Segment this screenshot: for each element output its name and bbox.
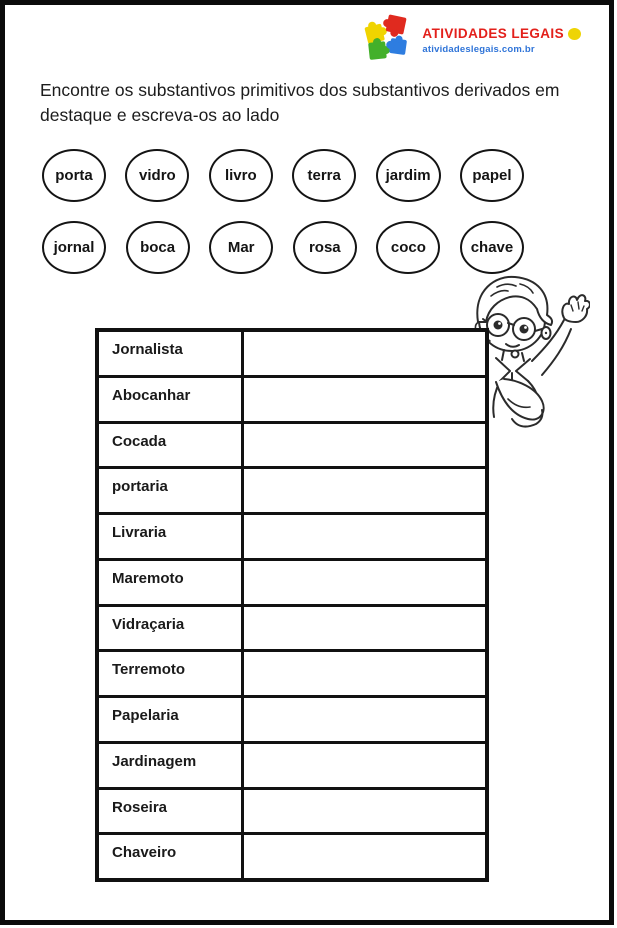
word-bubble: rosa [293,221,357,274]
derived-word-cell: Abocanhar [99,378,241,421]
word-bubble: porta [42,149,106,202]
derived-word-cell: Roseira [99,790,241,833]
word-bubble: coco [376,221,440,274]
word-bubble: terra [292,149,356,202]
derived-word-cell: Jardinagem [99,744,241,787]
answer-cell[interactable] [244,698,485,741]
word-bubble: vidro [125,149,189,202]
derived-word-cell: Vidraçaria [99,607,241,650]
word-bubble: livro [209,149,273,202]
derived-word-cell: Chaveiro [99,835,241,878]
word-bubble: chave [460,221,524,274]
answer-cell[interactable] [244,515,485,558]
word-bubble: papel [460,149,524,202]
derived-word-cell: Cocada [99,424,241,467]
derived-word-cell: Terremoto [99,652,241,695]
brand-dot-icon [568,28,581,40]
answer-cell[interactable] [244,332,485,375]
derived-word-cell: Papelaria [99,698,241,741]
word-bubble: boca [126,221,190,274]
puzzle-pieces-icon [360,13,416,68]
answer-table [95,328,489,882]
word-bubble-row-1 [42,149,524,202]
answer-cell[interactable] [244,424,485,467]
worksheet-instructions: Encontre os substantivos primitivos dos substantivos derivados em destaque e escreva-os ao lado [40,80,560,126]
word-bubble: Mar [209,221,273,274]
word-bubble: jardim [376,149,441,202]
answer-cell[interactable] [244,469,485,512]
answer-cell[interactable] [244,607,485,650]
answer-cell[interactable] [244,835,485,878]
answer-cell[interactable] [244,561,485,604]
answer-cell[interactable] [244,378,485,421]
answer-cell[interactable] [244,744,485,787]
derived-word-cell: Livraria [99,515,241,558]
derived-word-cell: portaria [99,469,241,512]
brand-name: ATIVIDADES LEGAIS [422,26,564,41]
derived-word-cell: Maremoto [99,561,241,604]
answer-cell[interactable] [244,652,485,695]
site-logo [360,13,581,68]
derived-word-cell: Jornalista [99,332,241,375]
brand-website: atividadeslegais.com.br [422,44,535,55]
answer-cell[interactable] [244,790,485,833]
word-bubble: jornal [42,221,106,274]
